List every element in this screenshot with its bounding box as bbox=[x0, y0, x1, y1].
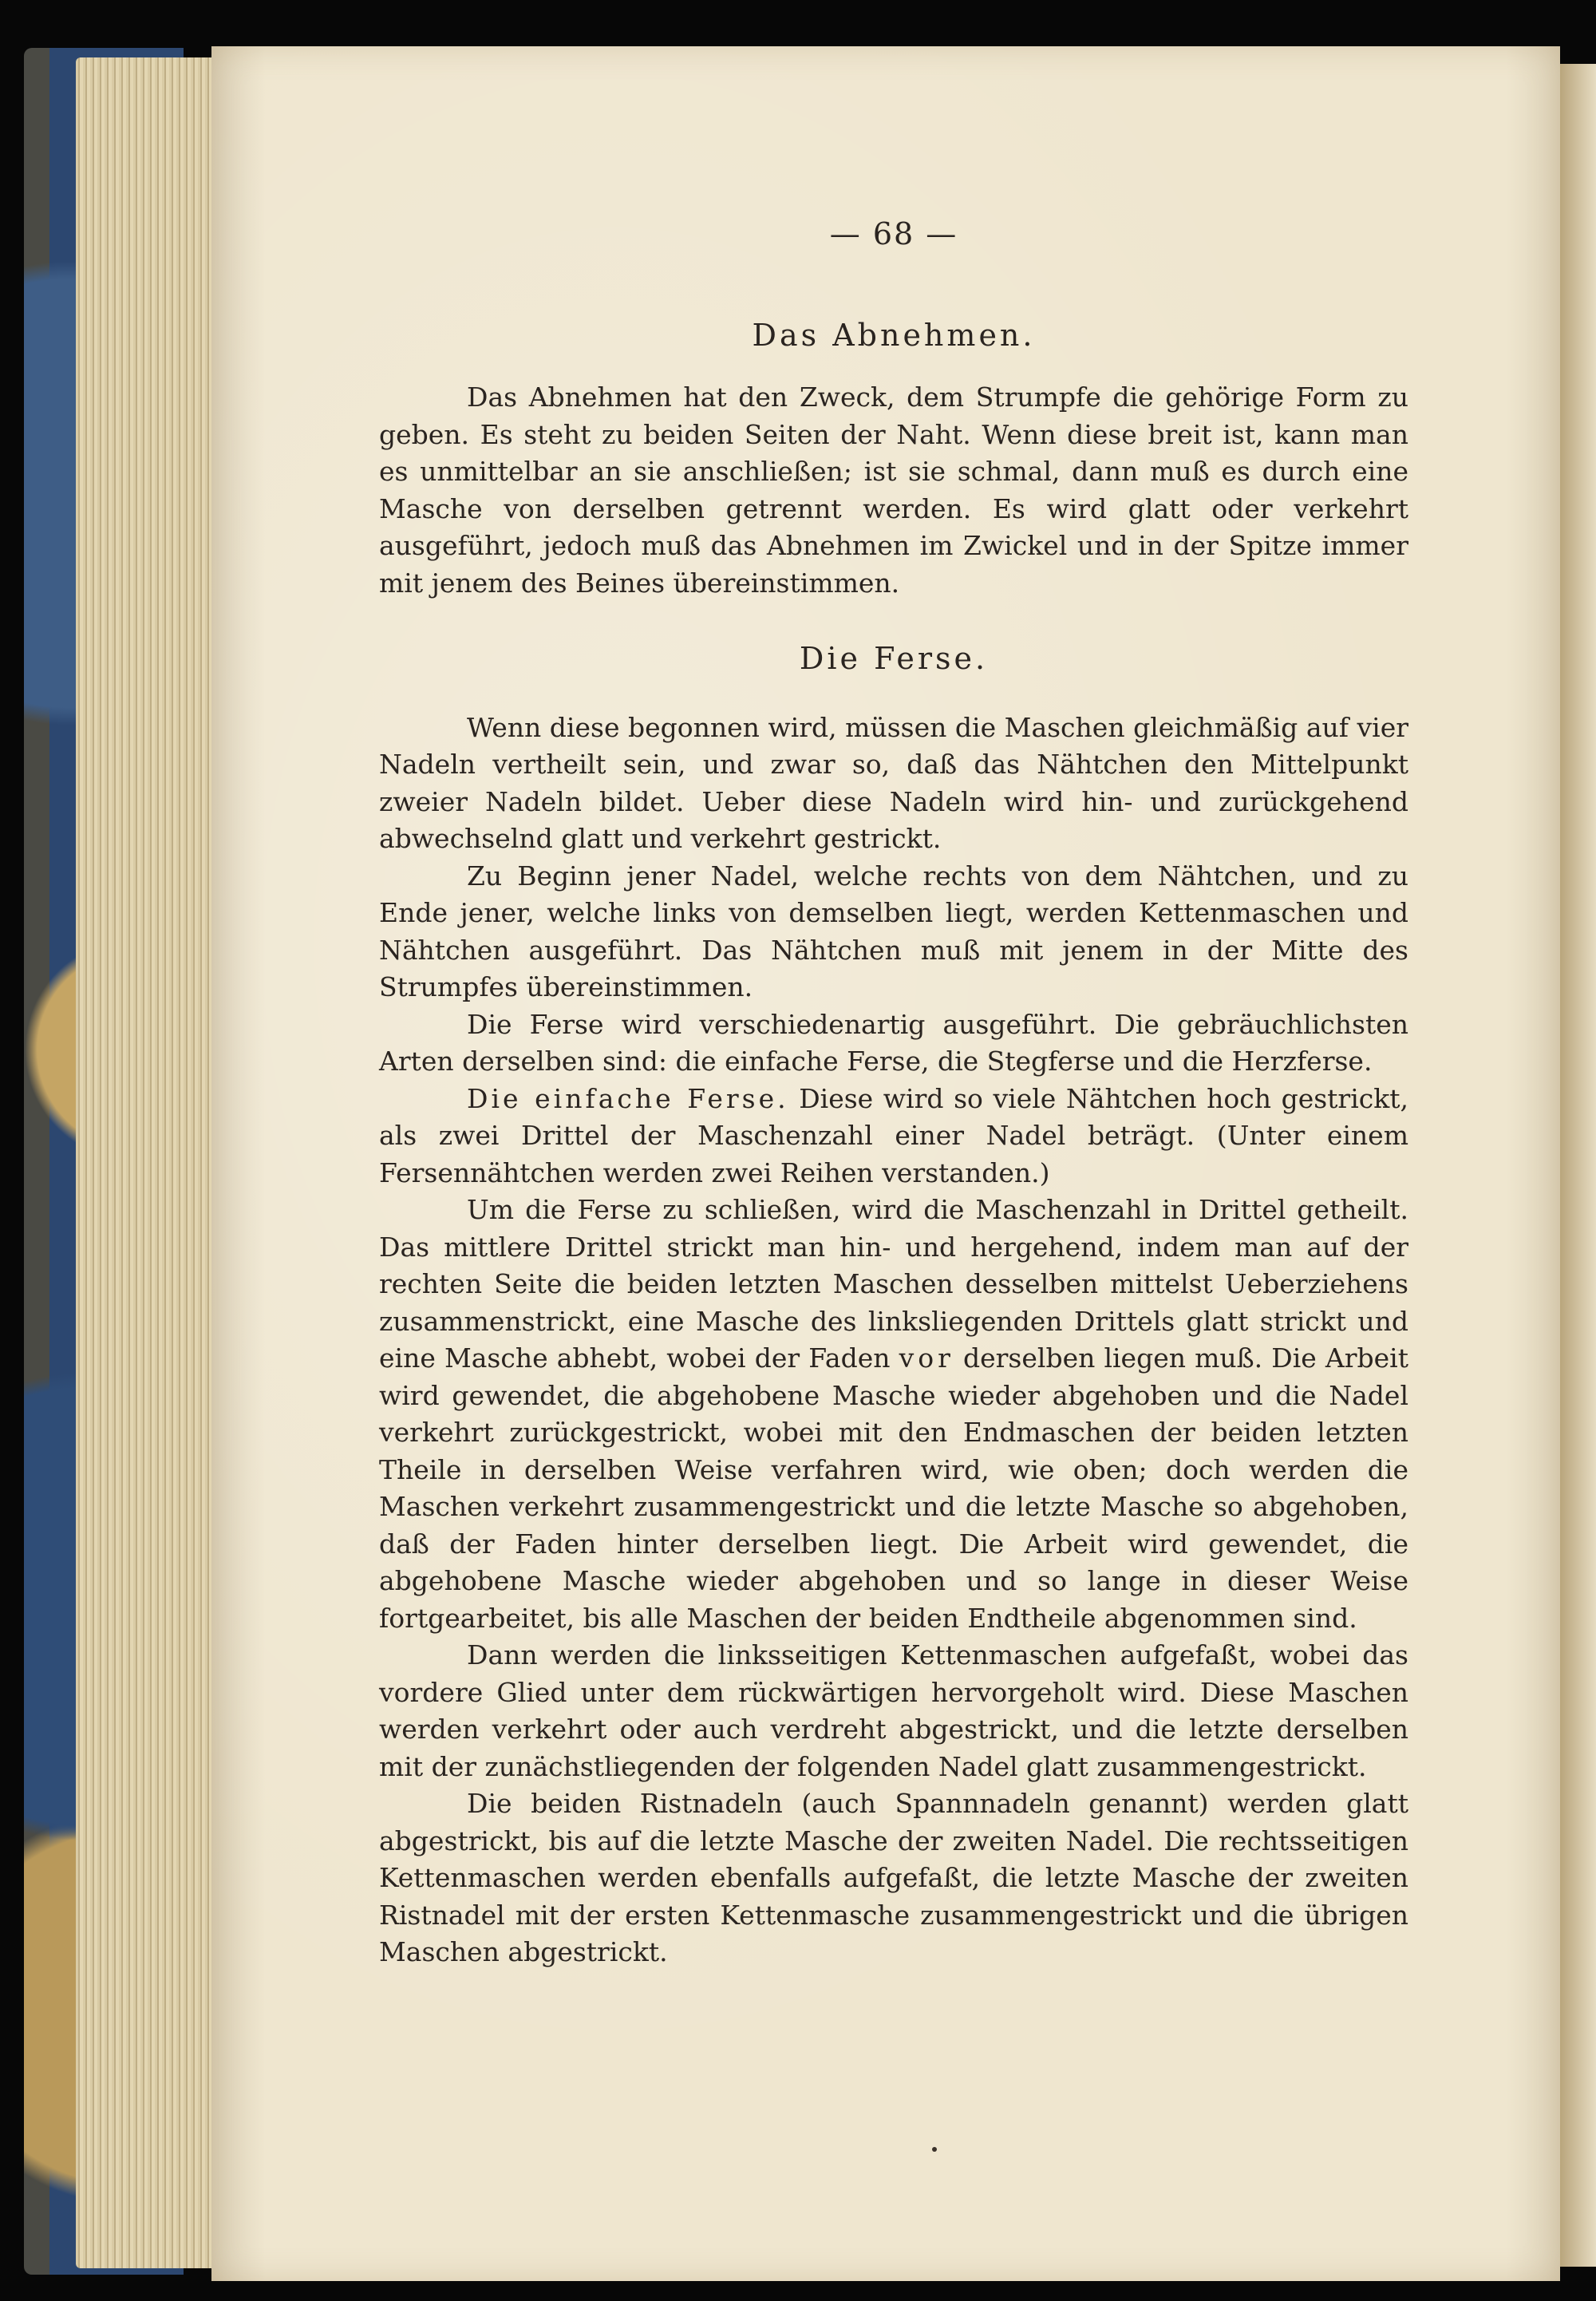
paragraph-ferse-2: Zu Beginn jener Nadel, welche rechts von dem Nähtchen, und zu Ende jener, welche links von demselben liegt, werden Kettenmaschen und Nähtchen ausgeführt. Das Nähtchen muß mit jenem in der Mitte des Strumpfes übereinstimmen. bbox=[379, 860, 1408, 1002]
paragraph-ferse-3: Die Ferse wird verschiedenartig ausgeführt. Die gebräuchlichsten Arten derselben sind: die einfache Ferse, die Stegferse und die Herzferse. bbox=[379, 1008, 1408, 1077]
page-text bbox=[379, 215, 1408, 1971]
paragraph-ferse-schliessen-b: derselben liegen muß. Die Arbeit wird gewendet, die abgehobene Masche wieder abgehoben und die Nadel verkehrt zurückgestrickt, wobei mit den Endmaschen der beiden letzten Theile in derselben Weise verfahren wird, wie oben; doch werden die Maschen verkehrt zusammengestrickt und die letzte Masche so abgehoben, daß der Faden hinter derselben liegt. Die Arbeit wird gewendet, die abgehobene Masche wieder abgehoben und so lange in dieser Weise fortgearbeitet, bis alle Maschen der beiden Endtheile abgenommen sind. bbox=[379, 1342, 1408, 1634]
paragraph-ferse-1: Wenn diese begonnen wird, müssen die Maschen gleichmäßig auf vier Nadeln vertheilt sein, und zwar so, daß das Nähtchen den Mittelpunkt zweier Nadeln bildet. Ueber diese Nadeln wird hin- und zurückgehend abwechselnd glatt und verkehrt gestrickt. bbox=[379, 711, 1408, 854]
section-heading-ferse: Die Ferse. bbox=[799, 641, 989, 676]
paragraph-ristnadeln: Die beiden Ristnadeln (auch Spannnadeln genannt) werden glatt abgestrickt, bis auf die letzte Masche der zweiten Nadel. Die rechtsseitigen Kettenmaschen werden ebenfalls aufgefaßt, die letzte Masche der zweiten Ristnadel mit der ersten Kettenmasche zusammengestrickt und die übrigen Maschen abgestrickt. bbox=[379, 1788, 1408, 1967]
paragraph-einfache-ferse bbox=[379, 1081, 1408, 1192]
paragraph-ferse-schliessen-a: Um die Ferse zu schließen, wird die Maschenzahl in Drittel getheilt. Das mittlere Drittel strickt man hin- und hergehend, indem man auf der rechten Seite die beiden letzten Maschen desselben mittelst Ueberziehens zusammenstrickt, eine Masche des linksliegenden Drittels glatt strickt und eine Masche abhebt, wobei der Faden bbox=[379, 1194, 1408, 1374]
page-number: — 68 — bbox=[829, 216, 958, 251]
paragraph-abnehmen: Das Abnehmen hat den Zweck, dem Strumpfe die gehörige Form zu geben. Es steht zu beiden Seiten der Naht. Wenn diese breit ist, kann man es unmittelbar an sie anschließen; ist sie schmal, dann muß es durch eine Masche von derselben getrennt werden. Es wird glatt oder verkehrt ausgeführt, jedoch muß das Abnehmen im Zwickel und in der Spitze immer mit jenem des Beines übereinstimmen. bbox=[379, 382, 1408, 599]
paragraph-ferse-schliessen bbox=[379, 1192, 1408, 1637]
subheading-einfache-ferse: Die einfache Ferse. bbox=[467, 1082, 789, 1114]
paragraph-kettenmaschen: Dann werden die linksseitigen Kettenmaschen aufgefaßt, wobei das vordere Glied unter dem rückwärtigen hervorgeholt wird. Diese Maschen werden verkehrt oder auch verdreht abgestrickt, und die letzte derselben mit der zunächstliegenden der folgenden Nadel glatt zusammengestrickt. bbox=[379, 1639, 1408, 1782]
section-heading-abnehmen: Das Abnehmen. bbox=[752, 317, 1036, 353]
page-speck bbox=[932, 2147, 937, 2152]
page-edges bbox=[76, 57, 227, 2268]
emphasis-vor: vor bbox=[899, 1342, 954, 1374]
paragraph-einfache-ferse-text: Diese wird so viele Nähtchen hoch gestrickt, als zwei Drittel der Maschenzahl einer Nadel beträgt. (Unter einem Fersennähtchen werden zwei Reihen verstanden.) bbox=[379, 1082, 1408, 1188]
facing-page-edge bbox=[1560, 64, 1596, 2267]
